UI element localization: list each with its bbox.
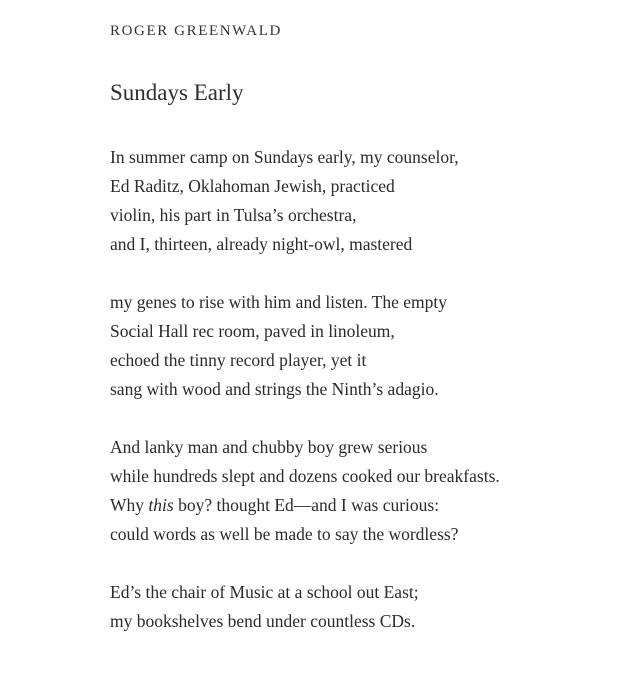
poem-line <box>110 230 580 259</box>
poem-stanza <box>110 578 580 636</box>
text-segment: Ed’s the chair of Music at a school out East; <box>110 582 419 602</box>
poem-line <box>110 462 580 491</box>
poem-stanza <box>110 433 580 549</box>
text-segment: could words as well be made to say the wordless? <box>110 524 459 544</box>
text-segment: my genes to rise with him and listen. The empty <box>110 292 447 312</box>
text-segment: In summer camp on Sundays early, my counselor, <box>110 147 459 167</box>
poem-line <box>110 433 580 462</box>
poem-line <box>110 143 580 172</box>
text-segment: echoed the tinny record player, yet it <box>110 350 367 370</box>
text-segment: And lanky man and chubby boy grew serious <box>110 437 428 457</box>
poem-line <box>110 172 580 201</box>
text-segment: and I, thirteen, already night-owl, mastered <box>110 234 413 254</box>
text-segment: violin, his part in Tulsa’s orchestra, <box>110 205 357 225</box>
text-segment: Social Hall rec room, paved in linoleum, <box>110 321 395 341</box>
poem <box>110 143 580 636</box>
poem-title: Sundays Early <box>110 80 244 105</box>
text-segment: my bookshelves bend under countless CDs. <box>110 611 416 631</box>
author-name: ROGER GREENWALD <box>110 23 282 39</box>
italic-text-segment: this <box>148 495 174 515</box>
poem-line <box>110 288 580 317</box>
poem-line <box>110 578 580 607</box>
poem-line <box>110 317 580 346</box>
poem-line <box>110 375 580 404</box>
poem-line <box>110 346 580 375</box>
text-segment: Ed Raditz, Oklahoman Jewish, practiced <box>110 176 395 196</box>
text-segment: sang with wood and strings the Ninth’s adagio. <box>110 379 439 399</box>
text-segment: Why <box>110 495 149 515</box>
text-segment: while hundreds slept and dozens cooked our breakfasts. <box>110 466 500 486</box>
poem-line <box>110 520 580 549</box>
poem-stanza <box>110 143 580 259</box>
poem-stanza <box>110 288 580 404</box>
text-segment: boy? thought Ed—and I was curious: <box>173 495 440 515</box>
poem-line <box>110 607 580 636</box>
poem-line <box>110 201 580 230</box>
poem-line <box>110 491 580 520</box>
